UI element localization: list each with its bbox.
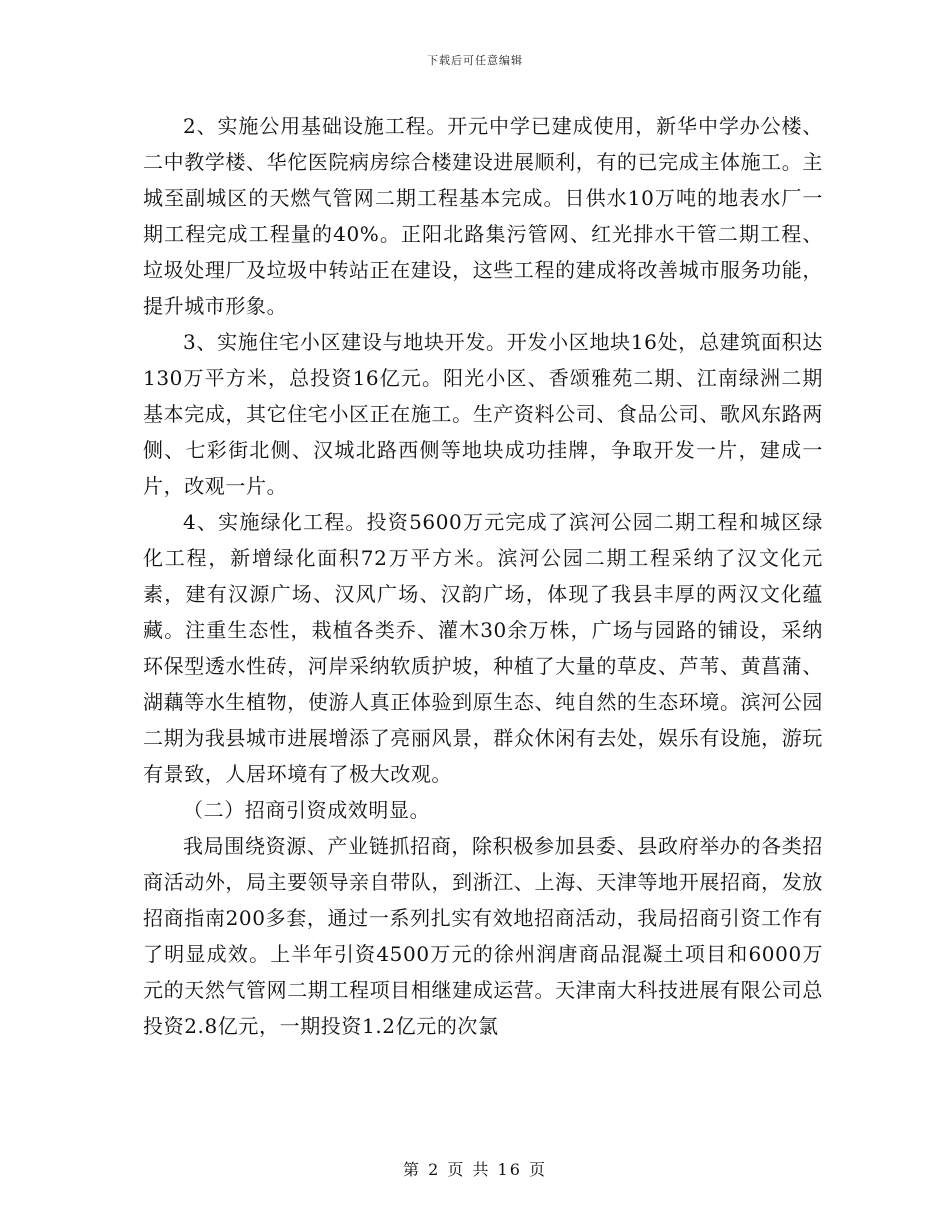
- document-body: [143, 108, 823, 1044]
- section-heading-investment: （二）招商引资成效明显。: [183, 798, 431, 822]
- paragraph-greening: 4、实施绿化工程。投资5600万元完成了滨河公园二期工程和城区绿化工程，新增绿化面积72万平方米。滨河公园二期工程采纳了汉文化元素，建有汉源广场、汉风广场、汉韵广场，体现了我县丰厚的两汉文化蕴藏。注重生态性，栽植各类乔、灌木30余万株，广场与园路的铺设，采纳环保型透水性砖，河岸采纳软质护坡，种植了大量的草皮、芦苇、黄菖蒲、湖藕等水生植物，使游人真正体验到原生态、纯自然的生态环境。滨河公园二期为我县城市进展增添了亮丽风景，群众休闲有去处，娱乐有设施，游玩有景致，人居环境有了极大改观。: [143, 510, 823, 786]
- page-header: 下载后可任意编辑: [427, 54, 523, 67]
- paragraph-investment: 我局围绕资源、产业链抓招商，除积极参加县委、县政府举办的各类招商活动外，局主要领导亲自带队，到浙江、上海、天津等地开展招商，发放招商指南200多套，通过一系列扎实有效地招商活动，我局招商引资工作有了明显成效。上半年引资4500万元的徐州润唐商品混凝土项目和6000万元的天然气管网二期工程项目相继建成运营。天津南大科技进展有限公司总投资2.8亿元，一期投资1.2亿元的次氯: [143, 834, 823, 1038]
- page-number-footer: 第 2 页 共 16 页: [403, 1160, 547, 1179]
- paragraph-residential: 3、实施住宅小区建设与地块开发。开发小区地块16处，总建筑面积达130万平方米，总投资16亿元。阳光小区、香颂雅苑二期、江南绿洲二期基本完成，其它住宅小区正在施工。生产资料公司、食品公司、歌风东路两侧、七彩街北侧、汉城北路西侧等地块成功挂牌，争取开发一片，建成一片，改观一片。: [143, 330, 823, 498]
- paragraph-infrastructure: 2、实施公用基础设施工程。开元中学已建成使用，新华中学办公楼、二中教学楼、华佗医院病房综合楼建设进展顺利，有的已完成主体施工。主城至副城区的天燃气管网二期工程基本完成。日供水10万吨的地表水厂一期工程完成工程量的40%。正阳北路集污管网、红光排水干管二期工程、垃圾处理厂及垃圾中转站正在建设，这些工程的建成将改善城市服务功能，提升城市形象。: [143, 114, 823, 318]
